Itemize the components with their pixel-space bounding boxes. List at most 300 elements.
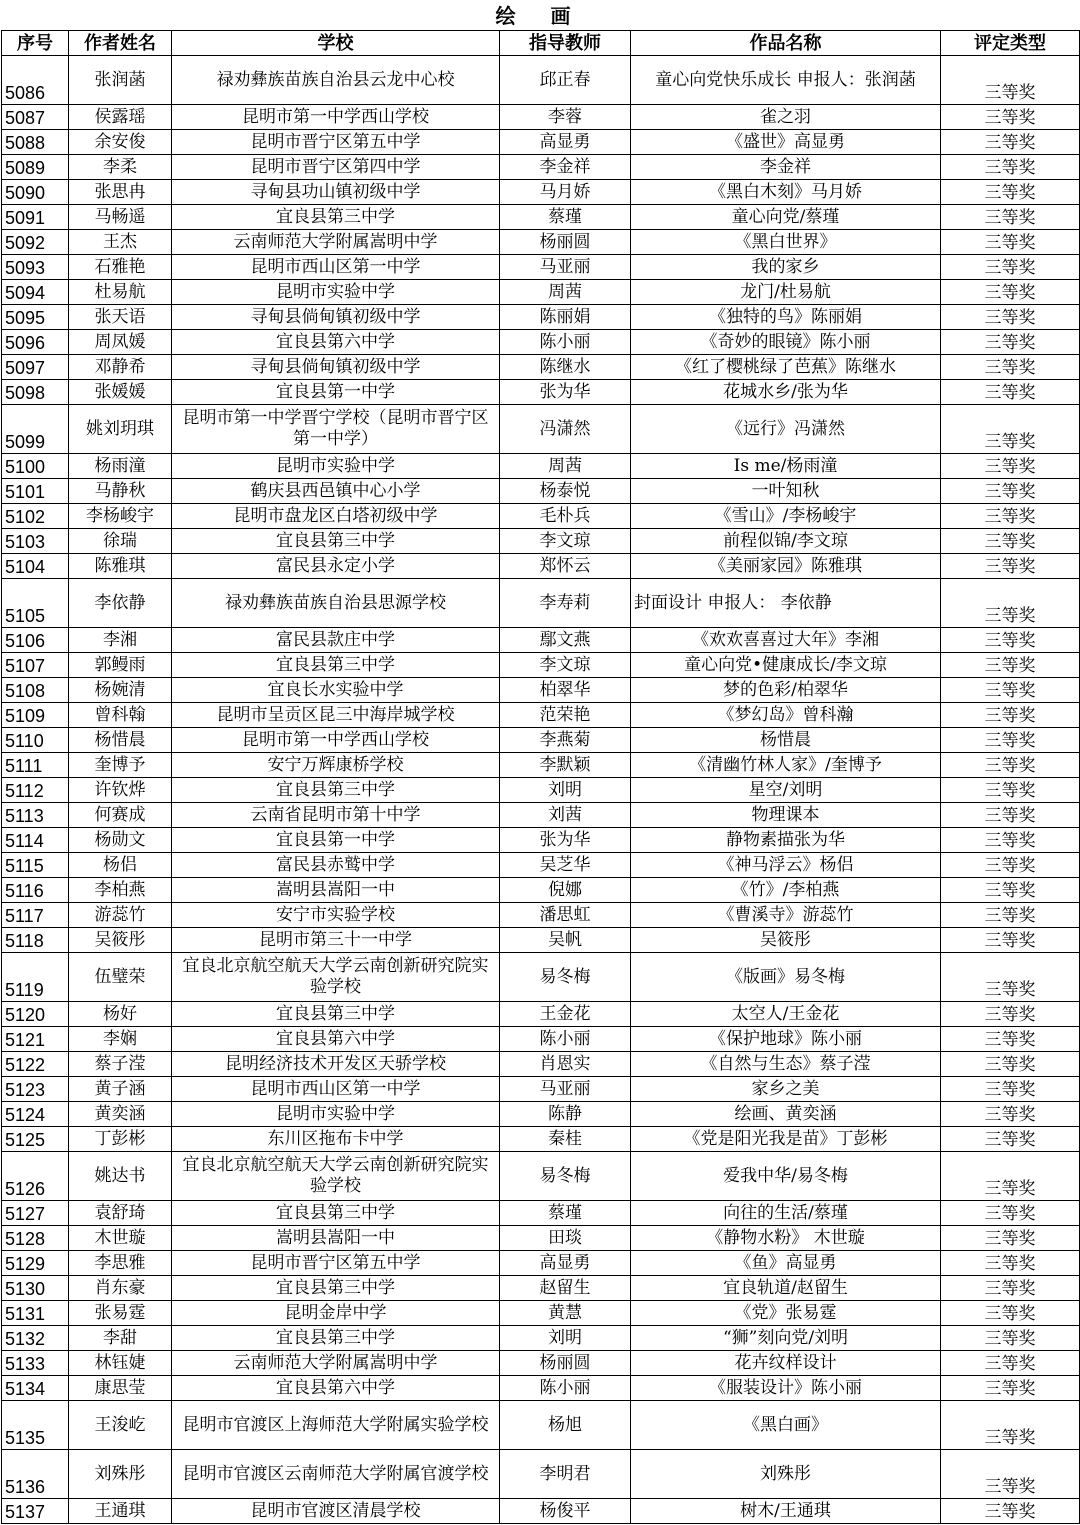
row-id-cell: 5098 (2, 380, 69, 405)
work-title-cell: 童心向党快乐成长 申报人：张润菡 (631, 56, 941, 105)
author-name-cell: 刘殊彤 (69, 1450, 172, 1499)
header-row (2, 31, 1080, 56)
table-row (2, 1102, 1080, 1127)
teacher-cell: 陈静 (500, 1102, 631, 1127)
grade-cell: 三等奖 (941, 479, 1080, 504)
school-cell: 云南师范大学附属嵩明中学 (172, 1351, 500, 1376)
grade-cell: 三等奖 (941, 205, 1080, 230)
work-title-cell: 星空/刘明 (631, 778, 941, 803)
grade-cell: 三等奖 (941, 355, 1080, 380)
work-title-cell: 童心向党•健康成长/李文琼 (631, 653, 941, 678)
school-cell: 宜良县第一中学 (172, 380, 500, 405)
work-title-cell: 龙门/杜易航 (631, 280, 941, 305)
school-cell: 宜良县第三中学 (172, 1002, 500, 1027)
table-row (2, 803, 1080, 828)
header-grade: 评定类型 (941, 31, 1080, 56)
work-title-cell: 《自然与生态》蔡子滢 (631, 1052, 941, 1077)
author-name-cell: 袁舒琦 (69, 1201, 172, 1226)
teacher-cell: 秦桂 (500, 1127, 631, 1152)
row-id-cell: 5102 (2, 504, 69, 529)
table-row (2, 330, 1080, 355)
grade-cell: 三等奖 (941, 579, 1080, 628)
author-name-cell: 李湘 (69, 628, 172, 653)
work-title-cell: “狮”刻向党/刘明 (631, 1326, 941, 1351)
school-cell: 嵩明县嵩阳一中 (172, 878, 500, 903)
author-name-cell: 李甜 (69, 1326, 172, 1351)
author-name-cell: 侯露瑶 (69, 105, 172, 130)
author-name-cell: 姚达书 (69, 1152, 172, 1201)
grade-cell: 三等奖 (941, 380, 1080, 405)
row-id-cell: 5122 (2, 1052, 69, 1077)
grade-cell: 三等奖 (941, 778, 1080, 803)
row-id-cell: 5116 (2, 878, 69, 903)
author-name-cell: 王通琪 (69, 1499, 172, 1524)
grade-cell: 三等奖 (941, 255, 1080, 280)
author-name-cell: 蔡子滢 (69, 1052, 172, 1077)
row-id-cell: 5134 (2, 1376, 69, 1401)
grade-cell: 三等奖 (941, 803, 1080, 828)
work-title-cell: 《清幽竹林人家》/奎博予 (631, 753, 941, 778)
school-cell: 昆明市实验中学 (172, 454, 500, 479)
author-name-cell: 王杰 (69, 230, 172, 255)
teacher-cell: 高显勇 (500, 1251, 631, 1276)
table-row (2, 1276, 1080, 1301)
author-name-cell: 张润菡 (69, 56, 172, 105)
author-name-cell: 张媛媛 (69, 380, 172, 405)
table-row (2, 155, 1080, 180)
teacher-cell: 陈小丽 (500, 330, 631, 355)
teacher-cell: 杨泰悦 (500, 479, 631, 504)
grade-cell: 三等奖 (941, 130, 1080, 155)
table-row (2, 1002, 1080, 1027)
work-title-cell: 一叶知秋 (631, 479, 941, 504)
row-id-cell: 5091 (2, 205, 69, 230)
table-row (2, 1301, 1080, 1326)
row-id-cell: 5097 (2, 355, 69, 380)
grade-cell: 三等奖 (941, 1251, 1080, 1276)
work-title-cell: 《盛世》高显勇 (631, 130, 941, 155)
grade-cell: 三等奖 (941, 1276, 1080, 1301)
row-id-cell: 5135 (2, 1401, 69, 1450)
table-row (2, 504, 1080, 529)
row-id-cell: 5110 (2, 728, 69, 753)
school-cell: 昆明市官渡区清晨学校 (172, 1499, 500, 1524)
school-cell: 宜良县第三中学 (172, 653, 500, 678)
teacher-cell: 毛朴兵 (500, 504, 631, 529)
grade-cell: 三等奖 (941, 230, 1080, 255)
grade-cell: 三等奖 (941, 653, 1080, 678)
table-row (2, 56, 1080, 105)
school-cell: 宜良县第三中学 (172, 1201, 500, 1226)
author-name-cell: 康思莹 (69, 1376, 172, 1401)
school-cell: 宜良县第六中学 (172, 1027, 500, 1052)
work-title-cell: 《奇妙的眼镜》陈小丽 (631, 330, 941, 355)
school-cell: 宜良长水实验中学 (172, 678, 500, 703)
work-title-cell: 吴筱彤 (631, 928, 941, 953)
work-title-cell: 树木/王通琪 (631, 1499, 941, 1524)
teacher-cell: 蔡瑾 (500, 1201, 631, 1226)
author-name-cell: 游蕊竹 (69, 903, 172, 928)
work-title-cell: 爱我中华/易冬梅 (631, 1152, 941, 1201)
work-title-cell: 梦的色彩/柏翠华 (631, 678, 941, 703)
teacher-cell: 李文琼 (500, 653, 631, 678)
work-title-cell: 静物素描张为华 (631, 828, 941, 853)
row-id-cell: 5127 (2, 1201, 69, 1226)
table-row (2, 1152, 1080, 1201)
school-cell: 昆明市晋宁区第五中学 (172, 130, 500, 155)
school-cell: 寻甸县倘甸镇初级中学 (172, 355, 500, 380)
row-id-cell: 5090 (2, 180, 69, 205)
work-title-cell: 家乡之美 (631, 1077, 941, 1102)
author-name-cell: 李娴 (69, 1027, 172, 1052)
table-row (2, 1077, 1080, 1102)
table-row (2, 579, 1080, 628)
author-name-cell: 杨好 (69, 1002, 172, 1027)
work-title-cell: 《党》张易霆 (631, 1301, 941, 1326)
row-id-cell: 5124 (2, 1102, 69, 1127)
table-row (2, 853, 1080, 878)
row-id-cell: 5130 (2, 1276, 69, 1301)
table-row (2, 1027, 1080, 1052)
author-name-cell: 木世璇 (69, 1226, 172, 1251)
author-name-cell: 李柏燕 (69, 878, 172, 903)
school-cell: 寻甸县功山镇初级中学 (172, 180, 500, 205)
author-name-cell: 伍璧荣 (69, 953, 172, 1002)
table-row (2, 1351, 1080, 1376)
row-id-cell: 5108 (2, 678, 69, 703)
teacher-cell: 马亚丽 (500, 1077, 631, 1102)
row-id-cell: 5107 (2, 653, 69, 678)
teacher-cell: 高显勇 (500, 130, 631, 155)
work-title-cell: Is me/杨雨潼 (631, 454, 941, 479)
grade-cell: 三等奖 (941, 703, 1080, 728)
teacher-cell: 鄢文燕 (500, 628, 631, 653)
grade-cell: 三等奖 (941, 1450, 1080, 1499)
grade-cell: 三等奖 (941, 953, 1080, 1002)
school-cell: 昆明市盘龙区白塔初级中学 (172, 504, 500, 529)
author-name-cell: 杨婉清 (69, 678, 172, 703)
school-cell: 宜良北京航空航天大学云南创新研究院实验学校 (172, 953, 500, 1002)
school-cell: 昆明市第一中学西山学校 (172, 728, 500, 753)
work-title-cell: 《黑白世界》 (631, 230, 941, 255)
table-row (2, 1450, 1080, 1499)
grade-cell: 三等奖 (941, 454, 1080, 479)
work-title-cell: 《黑白木刻》马月娇 (631, 180, 941, 205)
work-title-cell: 前程似锦/李文琼 (631, 529, 941, 554)
table-row (2, 1326, 1080, 1351)
teacher-cell: 张为华 (500, 828, 631, 853)
row-id-cell: 5123 (2, 1077, 69, 1102)
work-title-cell: 花城水乡/张为华 (631, 380, 941, 405)
grade-cell: 三等奖 (941, 529, 1080, 554)
teacher-cell: 马月娇 (500, 180, 631, 205)
row-id-cell: 5128 (2, 1226, 69, 1251)
author-name-cell: 余安俊 (69, 130, 172, 155)
author-name-cell: 石雅艳 (69, 255, 172, 280)
school-cell: 云南师范大学附属嵩明中学 (172, 230, 500, 255)
row-id-cell: 5088 (2, 130, 69, 155)
table-row (2, 678, 1080, 703)
row-id-cell: 5117 (2, 903, 69, 928)
row-id-cell: 5105 (2, 579, 69, 628)
teacher-cell: 李金祥 (500, 155, 631, 180)
grade-cell: 三等奖 (941, 330, 1080, 355)
grade-cell: 三等奖 (941, 1102, 1080, 1127)
table-row (2, 554, 1080, 579)
grade-cell: 三等奖 (941, 903, 1080, 928)
author-name-cell: 王浚屹 (69, 1401, 172, 1450)
teacher-cell: 吴芝华 (500, 853, 631, 878)
author-name-cell: 吴筱彤 (69, 928, 172, 953)
author-name-cell: 周凤媛 (69, 330, 172, 355)
school-cell: 宜良县第三中学 (172, 529, 500, 554)
work-title-cell: 向往的生活/蔡瑾 (631, 1201, 941, 1226)
work-title-cell: 《美丽家园》陈雅琪 (631, 554, 941, 579)
work-title-cell: 物理课本 (631, 803, 941, 828)
row-id-cell: 5111 (2, 753, 69, 778)
row-id-cell: 5137 (2, 1499, 69, 1524)
work-title-cell: 《梦幻岛》曾科瀚 (631, 703, 941, 728)
teacher-cell: 肖恩实 (500, 1052, 631, 1077)
teacher-cell: 刘明 (500, 778, 631, 803)
school-cell: 富民县赤鹫中学 (172, 853, 500, 878)
school-cell: 昆明金岸中学 (172, 1301, 500, 1326)
teacher-cell: 蔡瑾 (500, 205, 631, 230)
work-title-cell: 《红了樱桃绿了芭蕉》陈继水 (631, 355, 941, 380)
row-id-cell: 5086 (2, 56, 69, 105)
awards-table (1, 30, 1080, 1524)
work-title-cell: 《神马浮云》杨侣 (631, 853, 941, 878)
grade-cell: 三等奖 (941, 1127, 1080, 1152)
teacher-cell: 柏翠华 (500, 678, 631, 703)
author-name-cell: 张思冉 (69, 180, 172, 205)
teacher-cell: 郑怀云 (500, 554, 631, 579)
author-name-cell: 杨惜晨 (69, 728, 172, 753)
school-cell: 昆明市官渡区云南师范大学附属官渡学校 (172, 1450, 500, 1499)
author-name-cell: 黄子涵 (69, 1077, 172, 1102)
row-id-cell: 5120 (2, 1002, 69, 1027)
school-cell: 宜良县第六中学 (172, 330, 500, 355)
author-name-cell: 马畅遥 (69, 205, 172, 230)
grade-cell: 三等奖 (941, 1027, 1080, 1052)
work-title-cell: 绘画、黄奕涵 (631, 1102, 941, 1127)
school-cell: 鹤庆县西邑镇中心小学 (172, 479, 500, 504)
teacher-cell: 李明君 (500, 1450, 631, 1499)
work-title-cell: 《鱼》高显勇 (631, 1251, 941, 1276)
teacher-cell: 杨旭 (500, 1401, 631, 1450)
teacher-cell: 王金花 (500, 1002, 631, 1027)
grade-cell: 三等奖 (941, 828, 1080, 853)
author-name-cell: 许钦烨 (69, 778, 172, 803)
school-cell: 宜良北京航空航天大学云南创新研究院实验学校 (172, 1152, 500, 1201)
row-id-cell: 5096 (2, 330, 69, 355)
table-row (2, 1401, 1080, 1450)
school-cell: 嵩明县嵩阳一中 (172, 1226, 500, 1251)
work-title-cell: 《竹》/李柏燕 (631, 878, 941, 903)
work-title-cell: 《欢欢喜喜过大年》李湘 (631, 628, 941, 653)
table-row (2, 1127, 1080, 1152)
teacher-cell: 陈丽娟 (500, 305, 631, 330)
grade-cell: 三等奖 (941, 1301, 1080, 1326)
school-cell: 云南省昆明市第十中学 (172, 803, 500, 828)
table-row (2, 255, 1080, 280)
teacher-cell: 李默颖 (500, 753, 631, 778)
author-name-cell: 李杨峻宇 (69, 504, 172, 529)
work-title-cell: 我的家乡 (631, 255, 941, 280)
table-row (2, 105, 1080, 130)
work-title-cell: 《曹溪寺》游蕊竹 (631, 903, 941, 928)
author-name-cell: 曾科翰 (69, 703, 172, 728)
author-name-cell: 杨侣 (69, 853, 172, 878)
work-title-cell: 《版画》易冬梅 (631, 953, 941, 1002)
school-cell: 富民县款庄中学 (172, 628, 500, 653)
table-row (2, 230, 1080, 255)
author-name-cell: 李柔 (69, 155, 172, 180)
teacher-cell: 周茜 (500, 454, 631, 479)
author-name-cell: 肖东豪 (69, 1276, 172, 1301)
author-name-cell: 邓静希 (69, 355, 172, 380)
teacher-cell: 黄慧 (500, 1301, 631, 1326)
grade-cell: 三等奖 (941, 1326, 1080, 1351)
school-cell: 昆明市实验中学 (172, 1102, 500, 1127)
teacher-cell: 潘思虹 (500, 903, 631, 928)
row-id-cell: 5109 (2, 703, 69, 728)
row-id-cell: 5125 (2, 1127, 69, 1152)
row-id-cell: 5129 (2, 1251, 69, 1276)
table-row (2, 1201, 1080, 1226)
row-id-cell: 5133 (2, 1351, 69, 1376)
school-cell: 昆明市第一中学晋宁学校（昆明市晋宁区第一中学） (172, 405, 500, 454)
table-row (2, 728, 1080, 753)
table-row (2, 130, 1080, 155)
table-row (2, 355, 1080, 380)
grade-cell: 三等奖 (941, 280, 1080, 305)
row-id-cell: 5093 (2, 255, 69, 280)
grade-cell: 三等奖 (941, 678, 1080, 703)
teacher-cell: 赵留生 (500, 1276, 631, 1301)
grade-cell: 三等奖 (941, 180, 1080, 205)
teacher-cell: 李寿莉 (500, 579, 631, 628)
school-cell: 宜良县第一中学 (172, 828, 500, 853)
row-id-cell: 5100 (2, 454, 69, 479)
teacher-cell: 李文琼 (500, 529, 631, 554)
table-row (2, 628, 1080, 653)
page-title: 绘 画 (495, 4, 585, 28)
school-cell: 安宁万辉康桥学校 (172, 753, 500, 778)
table-row (2, 1226, 1080, 1251)
teacher-cell: 易冬梅 (500, 953, 631, 1002)
work-title-cell: 刘殊彤 (631, 1450, 941, 1499)
work-title-cell: 《党是阳光我是苗》丁彭彬 (631, 1127, 941, 1152)
work-title-cell: 《保护地球》陈小丽 (631, 1027, 941, 1052)
row-id-cell: 5114 (2, 828, 69, 853)
table-row (2, 1251, 1080, 1276)
school-cell: 昆明市实验中学 (172, 280, 500, 305)
grade-cell: 三等奖 (941, 1226, 1080, 1251)
grade-cell: 三等奖 (941, 1499, 1080, 1524)
grade-cell: 三等奖 (941, 853, 1080, 878)
table-row (2, 828, 1080, 853)
teacher-cell: 李燕菊 (500, 728, 631, 753)
teacher-cell: 刘茜 (500, 803, 631, 828)
school-cell: 安宁市实验学校 (172, 903, 500, 928)
author-name-cell: 张天语 (69, 305, 172, 330)
table-row (2, 928, 1080, 953)
teacher-cell: 杨俊平 (500, 1499, 631, 1524)
row-id-cell: 5099 (2, 405, 69, 454)
grade-cell: 三等奖 (941, 1052, 1080, 1077)
school-cell: 禄劝彝族苗族自治县云龙中心校 (172, 56, 500, 105)
row-id-cell: 5126 (2, 1152, 69, 1201)
author-name-cell: 杨勋文 (69, 828, 172, 853)
grade-cell: 三等奖 (941, 155, 1080, 180)
row-id-cell: 5089 (2, 155, 69, 180)
teacher-cell: 张为华 (500, 380, 631, 405)
work-title-cell: 封面设计 申报人： 李依静 (631, 579, 941, 628)
work-title-cell: 太空人/王金花 (631, 1002, 941, 1027)
author-name-cell: 丁彭彬 (69, 1127, 172, 1152)
school-cell: 宜良县第三中学 (172, 1276, 500, 1301)
school-cell: 昆明经济技术开发区天骄学校 (172, 1052, 500, 1077)
work-title-cell: 《静物水粉》 木世璇 (631, 1226, 941, 1251)
author-name-cell: 何赛成 (69, 803, 172, 828)
grade-cell: 三等奖 (941, 1401, 1080, 1450)
school-cell: 宜良县第三中学 (172, 778, 500, 803)
author-name-cell: 杜易航 (69, 280, 172, 305)
teacher-cell: 邱正春 (500, 56, 631, 105)
grade-cell: 三等奖 (941, 1002, 1080, 1027)
teacher-cell: 冯潇然 (500, 405, 631, 454)
table-row (2, 753, 1080, 778)
teacher-cell: 易冬梅 (500, 1152, 631, 1201)
table-row (2, 380, 1080, 405)
row-id-cell: 5101 (2, 479, 69, 504)
teacher-cell: 陈小丽 (500, 1027, 631, 1052)
work-title-cell: 花卉纹样设计 (631, 1351, 941, 1376)
grade-cell: 三等奖 (941, 628, 1080, 653)
teacher-cell: 吴帆 (500, 928, 631, 953)
work-title-cell: 杨惜晨 (631, 728, 941, 753)
grade-cell: 三等奖 (941, 928, 1080, 953)
grade-cell: 三等奖 (941, 56, 1080, 105)
teacher-cell: 周茜 (500, 280, 631, 305)
header-work: 作品名称 (631, 31, 941, 56)
grade-cell: 三等奖 (941, 105, 1080, 130)
school-cell: 宜良县第三中学 (172, 205, 500, 230)
table-row (2, 653, 1080, 678)
table-row (2, 903, 1080, 928)
grade-cell: 三等奖 (941, 1376, 1080, 1401)
work-title-cell: 童心向党/蔡瑾 (631, 205, 941, 230)
author-name-cell: 李依静 (69, 579, 172, 628)
header-teacher: 指导教师 (500, 31, 631, 56)
author-name-cell: 郭鳗雨 (69, 653, 172, 678)
header-id: 序号 (2, 31, 69, 56)
row-id-cell: 5087 (2, 105, 69, 130)
grade-cell: 三等奖 (941, 1351, 1080, 1376)
author-name-cell: 马静秋 (69, 479, 172, 504)
teacher-cell: 田琰 (500, 1226, 631, 1251)
row-id-cell: 5132 (2, 1326, 69, 1351)
author-name-cell: 陈雅琪 (69, 554, 172, 579)
table-row (2, 703, 1080, 728)
row-id-cell: 5094 (2, 280, 69, 305)
teacher-cell: 倪娜 (500, 878, 631, 903)
table-row (2, 878, 1080, 903)
grade-cell: 三等奖 (941, 305, 1080, 330)
work-title-cell: 《雪山》/李杨峻宇 (631, 504, 941, 529)
school-cell: 富民县永定小学 (172, 554, 500, 579)
